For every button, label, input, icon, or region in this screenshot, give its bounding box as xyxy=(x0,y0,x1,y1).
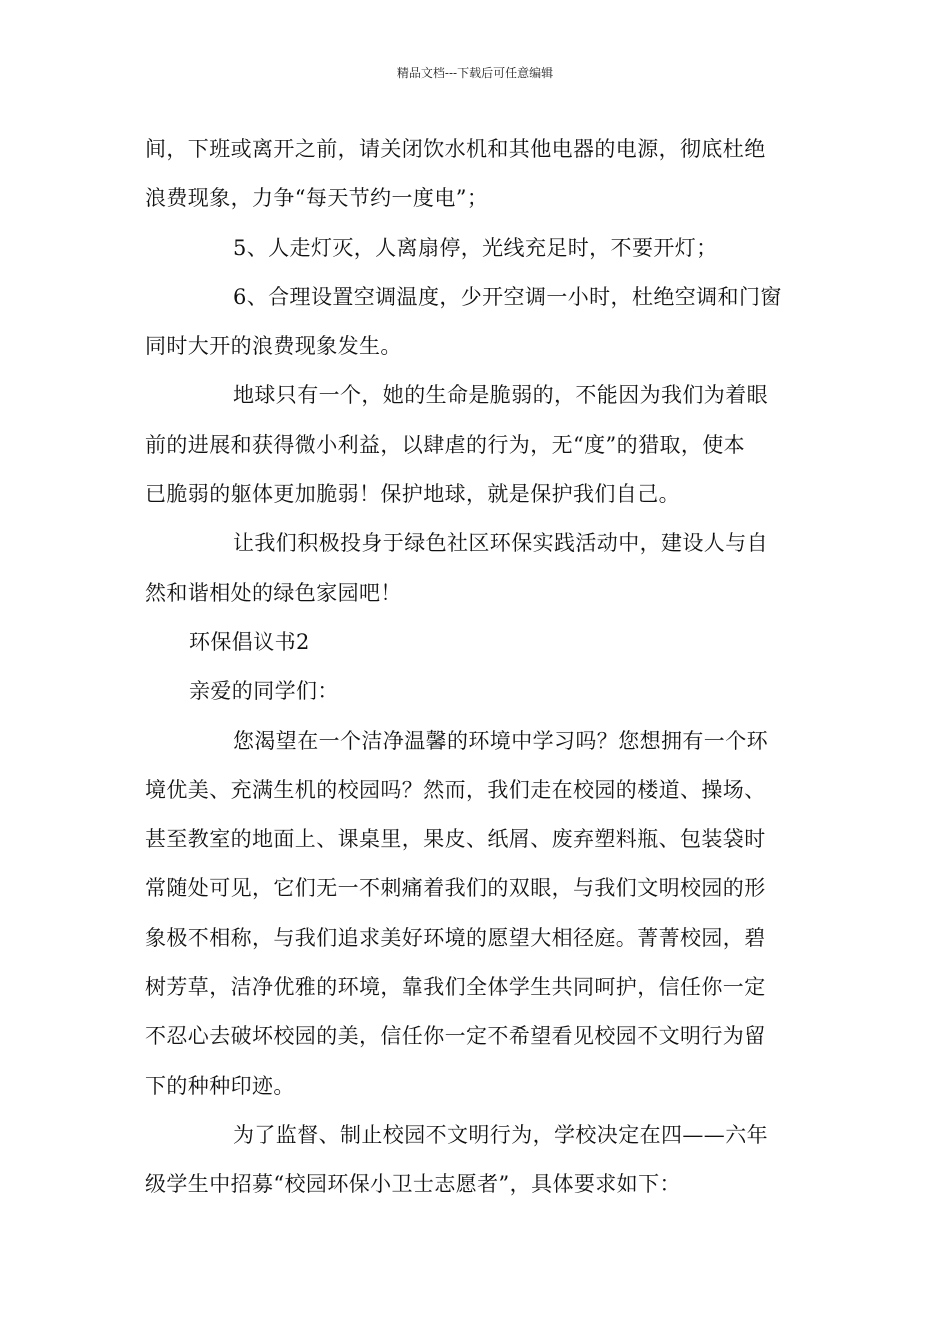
paragraph-line: 您渴望在一个洁净温馨的环境中学习吗？您想拥有一个环 xyxy=(233,728,768,753)
document-body xyxy=(145,125,810,1210)
list-item-5: 5、人走灯灭，人离扇停，光线充足时，不要开灯； xyxy=(233,235,718,260)
paragraph-line: 同时大开的浪费现象发生。 xyxy=(145,334,402,359)
list-item-6: 6、合理设置空调温度，少开空调一小时，杜绝空调和门窗 xyxy=(233,284,782,309)
paragraph-line: 境优美、充满生机的校园吗？然而，我们走在校园的楼道、操场、 xyxy=(145,777,766,802)
page-header: 精品文档---下载后可任意编辑 xyxy=(396,66,554,80)
paragraph-line: 然和谐相处的绿色家园吧！ xyxy=(145,580,402,605)
paragraph-line: 下的种种印迹。 xyxy=(145,1073,295,1098)
section-title: 环保倡议书2 xyxy=(189,629,310,654)
paragraph-line: 树芳草，洁净优雅的环境，靠我们全体学生共同呵护，信任你一定 xyxy=(145,975,766,1000)
salutation: 亲爱的同学们： xyxy=(189,679,339,704)
paragraph-line: 甚至教室的地面上、课桌里，果皮、纸屑、废弃塑料瓶、包装袋时 xyxy=(145,827,766,852)
paragraph-line: 已脆弱的躯体更加脆弱！保护地球，就是保护我们自己。 xyxy=(145,482,680,507)
paragraph-line: 浪费现象，力争“每天节约一度电”； xyxy=(145,186,489,211)
paragraph-line: 让我们积极投身于绿色社区环保实践活动中，建设人与自 xyxy=(233,531,768,556)
paragraph-line: 象极不相称，与我们追求美好环境的愿望大相径庭。菁菁校园，碧 xyxy=(145,925,766,950)
paragraph-line: 间，下班或离开之前，请关闭饮水机和其他电器的电源，彻底杜绝 xyxy=(145,137,766,161)
paragraph-line: 不忍心去破坏校园的美，信任你一定不希望看见校园不文明行为留 xyxy=(145,1024,766,1049)
paragraph-line: 为了监督、制止校园不文明行为，学校决定在四——六年 xyxy=(233,1122,768,1147)
paragraph-line: 前的进展和获得微小利益，以肆虐的行为，无“度”的猎取，使本 xyxy=(145,432,746,457)
paragraph-line: 级学生中招募“校园环保小卫士志愿者”，具体要求如下： xyxy=(145,1172,681,1197)
paragraph-line: 地球只有一个，她的生命是脆弱的，不能因为我们为着眼 xyxy=(233,383,768,408)
paragraph-line: 常随处可见，它们无一不刺痛着我们的双眼，与我们文明校园的形 xyxy=(145,876,766,901)
